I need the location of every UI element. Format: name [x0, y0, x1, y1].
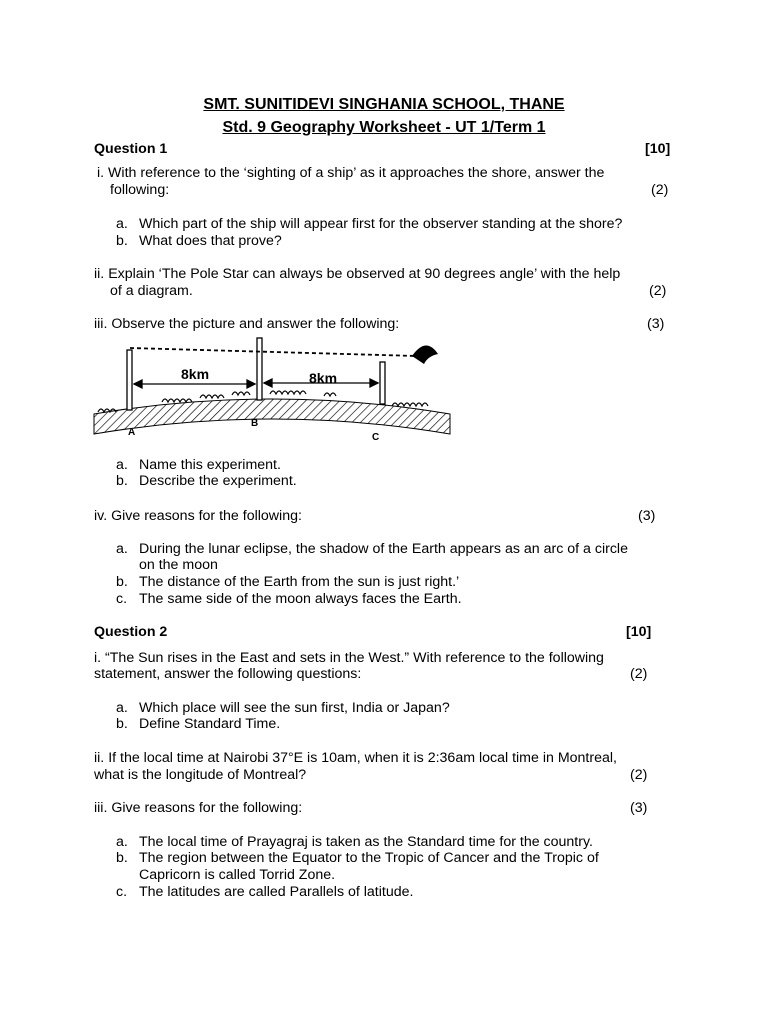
- q2-iii-c: The latitudes are called Parallels of latitude.: [139, 884, 414, 900]
- list-marker: a.: [116, 834, 128, 850]
- q1-iii-b: Describe the experiment.: [139, 473, 297, 489]
- q2-i-a: Which place will see the sun first, India or Japan?: [139, 700, 450, 716]
- list-marker: c.: [116, 884, 128, 900]
- q2-i-text-cont: statement, answer the following questions:: [94, 666, 362, 682]
- line-of-sight: [130, 348, 417, 356]
- worksheet-title: Std. 9 Geography Worksheet - UT 1/Term 1: [222, 119, 546, 136]
- pole-a: [127, 350, 132, 410]
- q1-iv-marks: (3): [638, 508, 656, 524]
- question-2-heading: Question 2: [94, 624, 168, 640]
- pole-c: [380, 362, 385, 404]
- q1-ii-text: ii. Explain ‘The Pole Star can always be observed at 90 degrees angle’ with the help: [94, 266, 621, 282]
- list-marker: a.: [116, 541, 128, 557]
- q1-iii-marks: (3): [647, 316, 665, 332]
- list-marker: a.: [116, 700, 128, 716]
- pole-b: [257, 338, 262, 400]
- q1-ii-text-cont: of a diagram.: [110, 283, 193, 299]
- list-marker: c.: [116, 591, 128, 607]
- list-marker: b.: [116, 850, 128, 866]
- q2-ii-text-cont: what is the longitude of Montreal?: [94, 767, 307, 783]
- q2-i-b: Define Standard Time.: [139, 716, 281, 732]
- list-marker: a.: [116, 457, 128, 473]
- q2-ii-marks: (2): [630, 767, 648, 783]
- q2-i-marks: (2): [630, 666, 648, 682]
- distance-arrows: [134, 379, 378, 388]
- question-1-heading: Question 1: [94, 141, 168, 157]
- point-b-label: B: [251, 418, 259, 429]
- q1-i-b: What does that prove?: [139, 233, 282, 249]
- q1-iv-text: iv. Give reasons for the following:: [94, 508, 302, 524]
- list-marker: b.: [116, 716, 128, 732]
- q1-iii-text: iii. Observe the picture and answer the following:: [94, 316, 400, 332]
- q2-iii-a: The local time of Prayagraj is taken as the Standard time for the country.: [139, 834, 593, 850]
- eye-icon: [412, 345, 438, 364]
- q1-ii-marks: (2): [649, 283, 667, 299]
- poles-curvature-diagram: [92, 334, 454, 446]
- list-marker: b.: [116, 233, 128, 249]
- point-c-label: C: [372, 432, 380, 443]
- distance-label-ab: 8km: [181, 366, 210, 382]
- distance-label-bc: 8km: [309, 370, 338, 386]
- list-marker: b.: [116, 473, 128, 489]
- q2-i-text: i. “The Sun rises in the East and sets in the West.” With reference to the following: [94, 650, 604, 666]
- q1-iv-a: During the lunar eclipse, the shadow of the Earth appears as an arc of a circle: [139, 541, 628, 557]
- q2-iii-b: The region between the Equator to the Tropic of Cancer and the Tropic of: [139, 850, 599, 866]
- question-1-marks: [10]: [645, 141, 671, 157]
- q2-iii-text: iii. Give reasons for the following:: [94, 800, 303, 816]
- school-name: SMT. SUNITIDEVI SINGHANIA SCHOOL, THANE: [203, 96, 565, 113]
- q1-iv-b: The distance of the Earth from the sun is just right.’: [139, 574, 460, 590]
- q2-iii-marks: (3): [630, 800, 648, 816]
- list-marker: a.: [116, 216, 128, 232]
- q1-iv-a-cont: on the moon: [139, 557, 218, 573]
- point-a-label: A: [128, 427, 136, 438]
- q2-iii-b-cont: Capricorn is called Torrid Zone.: [139, 867, 336, 883]
- question-2-marks: [10]: [626, 624, 652, 640]
- q1-i-text-cont: following:: [110, 182, 170, 198]
- q1-i-a: Which part of the ship will appear first for the observer standing at the shore?: [139, 216, 623, 232]
- q2-ii-text: ii. If the local time at Nairobi 37°E is 10am, when it is 2:36am local time in Montreal,: [94, 750, 617, 766]
- q1-i-marks: (2): [651, 182, 669, 198]
- q1-iii-a: Name this experiment.: [139, 457, 281, 473]
- list-marker: b.: [116, 574, 128, 590]
- q1-iv-c: The same side of the moon always faces the Earth.: [139, 591, 462, 607]
- q1-i-text: i. With reference to the ‘sighting of a ship’ as it approaches the shore, answer the: [97, 165, 605, 181]
